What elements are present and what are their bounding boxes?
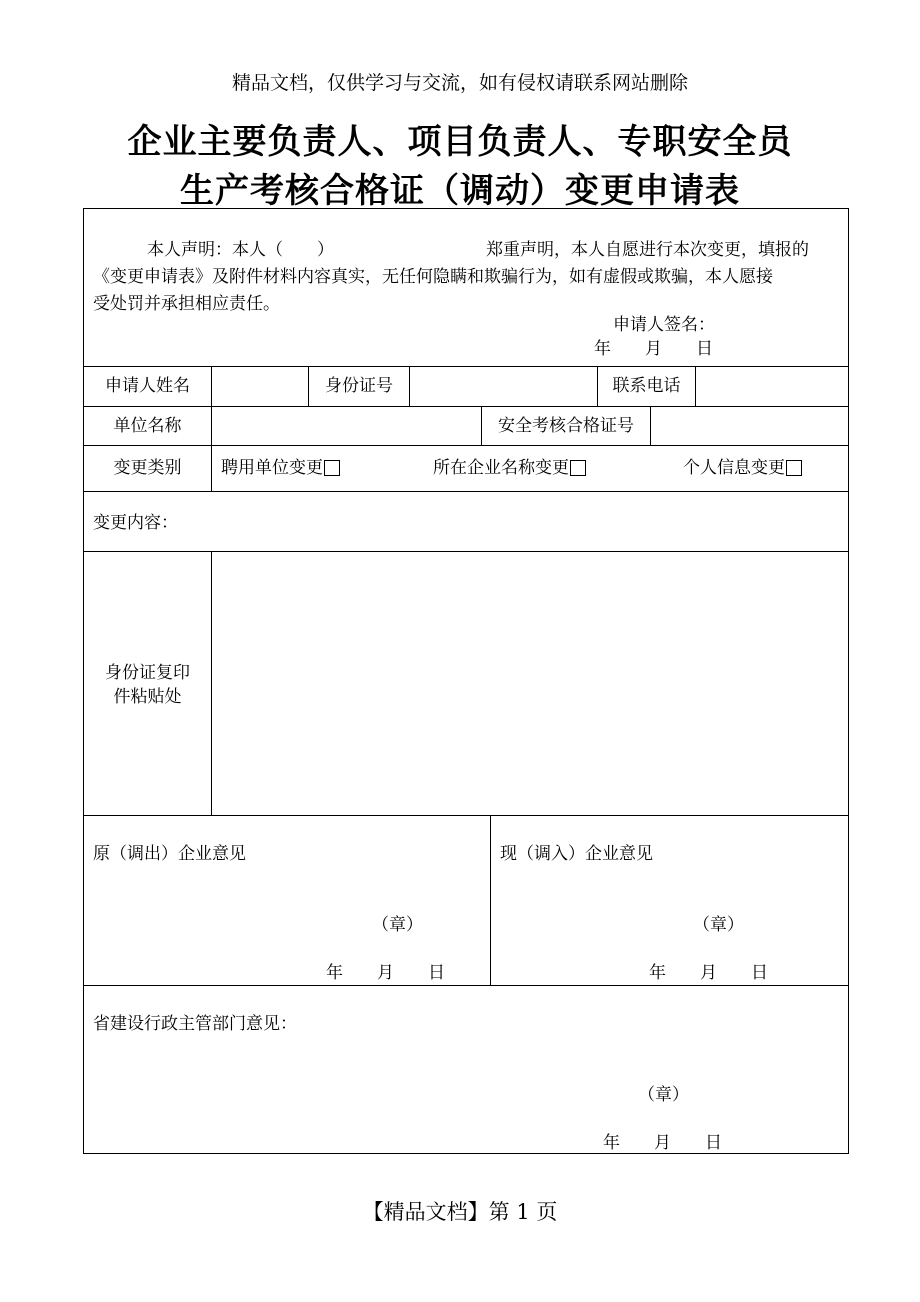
id-copy-label-line1: 身份证复印: [105, 663, 190, 683]
province-dept-opinion-label: 省建设行政主管部门意见：: [93, 1014, 297, 1034]
province-dept-date: 年 月 日: [603, 1133, 722, 1153]
cert-number-label: 安全考核合格证号: [498, 416, 634, 436]
new-company-date: 年 月 日: [649, 963, 768, 983]
declaration-date: 年 月 日: [594, 339, 713, 359]
original-company-date: 年 月 日: [326, 963, 445, 983]
page-title-line2: 生产考核合格证（调动）变更申请表: [180, 171, 740, 211]
phone-label: 联系电话: [612, 376, 681, 396]
option-label: 个人信息变更: [683, 458, 785, 478]
checkbox[interactable]: [570, 460, 586, 476]
change-type-label: 变更类别: [113, 458, 182, 478]
applicant-name-label: 申请人姓名: [105, 376, 190, 396]
declaration-line3: 受处罚并承担相应责任。: [93, 294, 280, 314]
new-company-opinion-label: 现（调入）企业意见: [500, 844, 653, 864]
option-company-name-change[interactable]: [433, 455, 586, 481]
checkbox[interactable]: [324, 460, 340, 476]
declaration-block: [93, 237, 841, 318]
footer-page-label: 【精品文档】第 1 页: [362, 1200, 558, 1224]
checkbox[interactable]: [786, 460, 802, 476]
company-label: 单位名称: [113, 416, 182, 436]
id-number-label: 身份证号: [325, 376, 393, 396]
new-company-seal: （章）: [693, 915, 744, 935]
option-employer-change[interactable]: [221, 455, 340, 481]
option-label: 聘用单位变更: [221, 458, 323, 478]
declaration-continuation: 郑重声明，本人自愿进行本次变更，填报的: [486, 240, 809, 260]
option-label: 所在企业名称变更: [433, 458, 569, 478]
applicant-signature-label: 申请人签名：: [613, 315, 715, 335]
page-title-line1: 企业主要负责人、项目负责人、专职安全员: [127, 122, 793, 162]
change-content-label: 变更内容：: [93, 513, 178, 533]
original-company-opinion-label: 原（调出）企业意见: [93, 844, 246, 864]
option-personal-info-change[interactable]: [683, 455, 802, 481]
declaration-lead: 本人声明：本人（ ）: [147, 240, 334, 260]
id-copy-label-line2: 件粘贴处: [113, 687, 182, 707]
original-company-seal: （章）: [372, 915, 423, 935]
declaration-line2: 《变更申请表》及附件材料内容真实，无任何隐瞒和欺骗行为，如有虚假或欺骗，本人愿接: [93, 267, 773, 287]
watermark-text: 精品文档，仅供学习与交流，如有侵权请联系网站删除: [231, 72, 688, 94]
province-dept-seal: （章）: [638, 1085, 689, 1105]
